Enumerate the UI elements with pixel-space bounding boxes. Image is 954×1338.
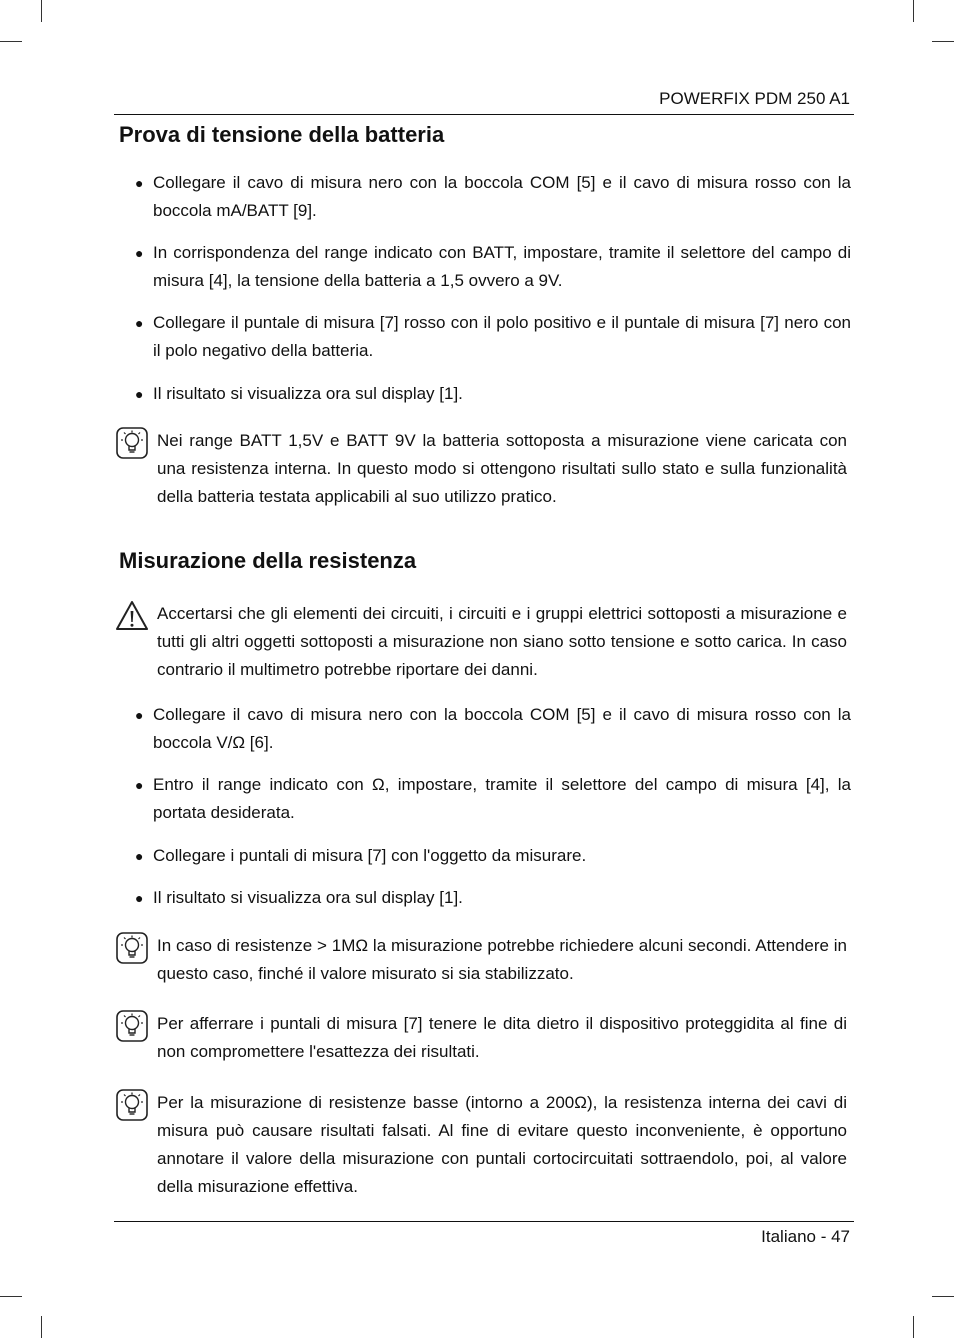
lightbulb-icon <box>116 932 148 964</box>
header-rule <box>114 114 854 115</box>
tip-note <box>116 1089 847 1201</box>
list-item-text: Collegare il puntale di misura [7] rosso con il polo positivo e il puntale di misura [7] nero con il polo negativo della batteria. <box>153 313 851 360</box>
bullet-dot: ● <box>135 315 144 331</box>
list-item <box>135 309 851 365</box>
warning-note <box>116 600 847 684</box>
list-item-text: Entro il range indicato con Ω, impostare, tramite il selettore del campo di misura [4], la portata desiderata. <box>153 775 851 822</box>
crop-mark <box>932 41 954 42</box>
warning-triangle-icon <box>116 600 148 632</box>
page-number: Italiano - 47 <box>761 1227 850 1246</box>
bullet-dot: ● <box>135 245 144 261</box>
section-heading-resistance: Misurazione della resistenza <box>119 548 417 573</box>
bullet-dot: ● <box>135 707 144 723</box>
tip-text: Per afferrare i puntali di misura [7] tenere le dita dietro il dispositivo proteggidita al fine di non compromettere l'esattezza dei risultati. <box>157 1014 847 1061</box>
bullet-dot: ● <box>135 386 144 402</box>
lightbulb-icon <box>116 1010 148 1042</box>
bullet-dot: ● <box>135 848 144 864</box>
list-item-text: Collegare il cavo di misura nero con la boccola COM [5] e il cavo di misura rosso con la boccola V/Ω [6]. <box>153 705 851 752</box>
list-item-text: In corrispondenza del range indicato con BATT, impostare, tramite il selettore del campo di misura [4], la tensione della batteria a 1,5 ovvero a 9V. <box>153 243 851 290</box>
list-item-text: Il risultato si visualizza ora sul display [1]. <box>153 888 463 907</box>
crop-mark <box>41 0 42 22</box>
tip-text: Per la misurazione di resistenze basse (intorno a 200Ω), la resistenza interna dei cavi di misura può causare risultati falsati. Al fine di evitare questo inconveniente, è opportuno annotare il valore della misurazione con puntali cortocircuitati sottraendolo, poi, al valore della misurazione effettiva. <box>157 1093 847 1196</box>
page-header-title: POWERFIX PDM 250 A1 <box>659 89 850 108</box>
lightbulb-icon <box>116 427 148 459</box>
list-item <box>135 169 851 225</box>
list-item-text: Il risultato si visualizza ora sul display [1]. <box>153 384 463 403</box>
crop-mark <box>41 1316 42 1338</box>
list-item <box>135 239 851 295</box>
crop-mark <box>932 1296 954 1297</box>
bullet-dot: ● <box>135 175 144 191</box>
list-item <box>135 380 851 408</box>
crop-mark <box>913 0 914 22</box>
tip-text: Nei range BATT 1,5V e BATT 9V la batteria sottoposta a misurazione viene caricata con una resistenza interna. In questo modo si ottengono risultati sullo stato e sulla funzionalità della batteria testata applicabili al suo utilizzo pratico. <box>157 431 847 506</box>
lightbulb-icon <box>116 1089 148 1121</box>
list-item <box>135 701 851 757</box>
tip-note <box>116 427 847 511</box>
bullet-dot: ● <box>135 890 144 906</box>
crop-mark <box>0 41 22 42</box>
warning-text: Accertarsi che gli elementi dei circuiti, i circuiti e i gruppi elettrici sottoposti a misurazione e tutti gli altri oggetti sottoposti a misurazione non siano sotto tensione e sotto carica. In caso contrario il multimetro potrebbe riportare dei danni. <box>157 604 847 679</box>
list-item <box>135 884 851 912</box>
list-item <box>135 771 851 827</box>
list-item-text: Collegare il cavo di misura nero con la boccola COM [5] e il cavo di misura rosso con la boccola mA/BATT [9]. <box>153 173 851 220</box>
tip-note <box>116 1010 847 1066</box>
crop-mark <box>0 1296 22 1297</box>
footer-rule <box>114 1221 854 1222</box>
crop-mark <box>913 1316 914 1338</box>
tip-text: In caso di resistenze > 1MΩ la misurazione potrebbe richiedere alcuni secondi. Attendere in questo caso, finché il valore misurato si sia stabilizzato. <box>157 936 847 983</box>
section-heading-battery-test: Prova di tensione della batteria <box>119 122 445 147</box>
bullet-dot: ● <box>135 777 144 793</box>
list-item-text: Collegare i puntali di misura [7] con l'oggetto da misurare. <box>153 846 587 865</box>
tip-note <box>116 932 847 988</box>
list-item <box>135 842 851 870</box>
